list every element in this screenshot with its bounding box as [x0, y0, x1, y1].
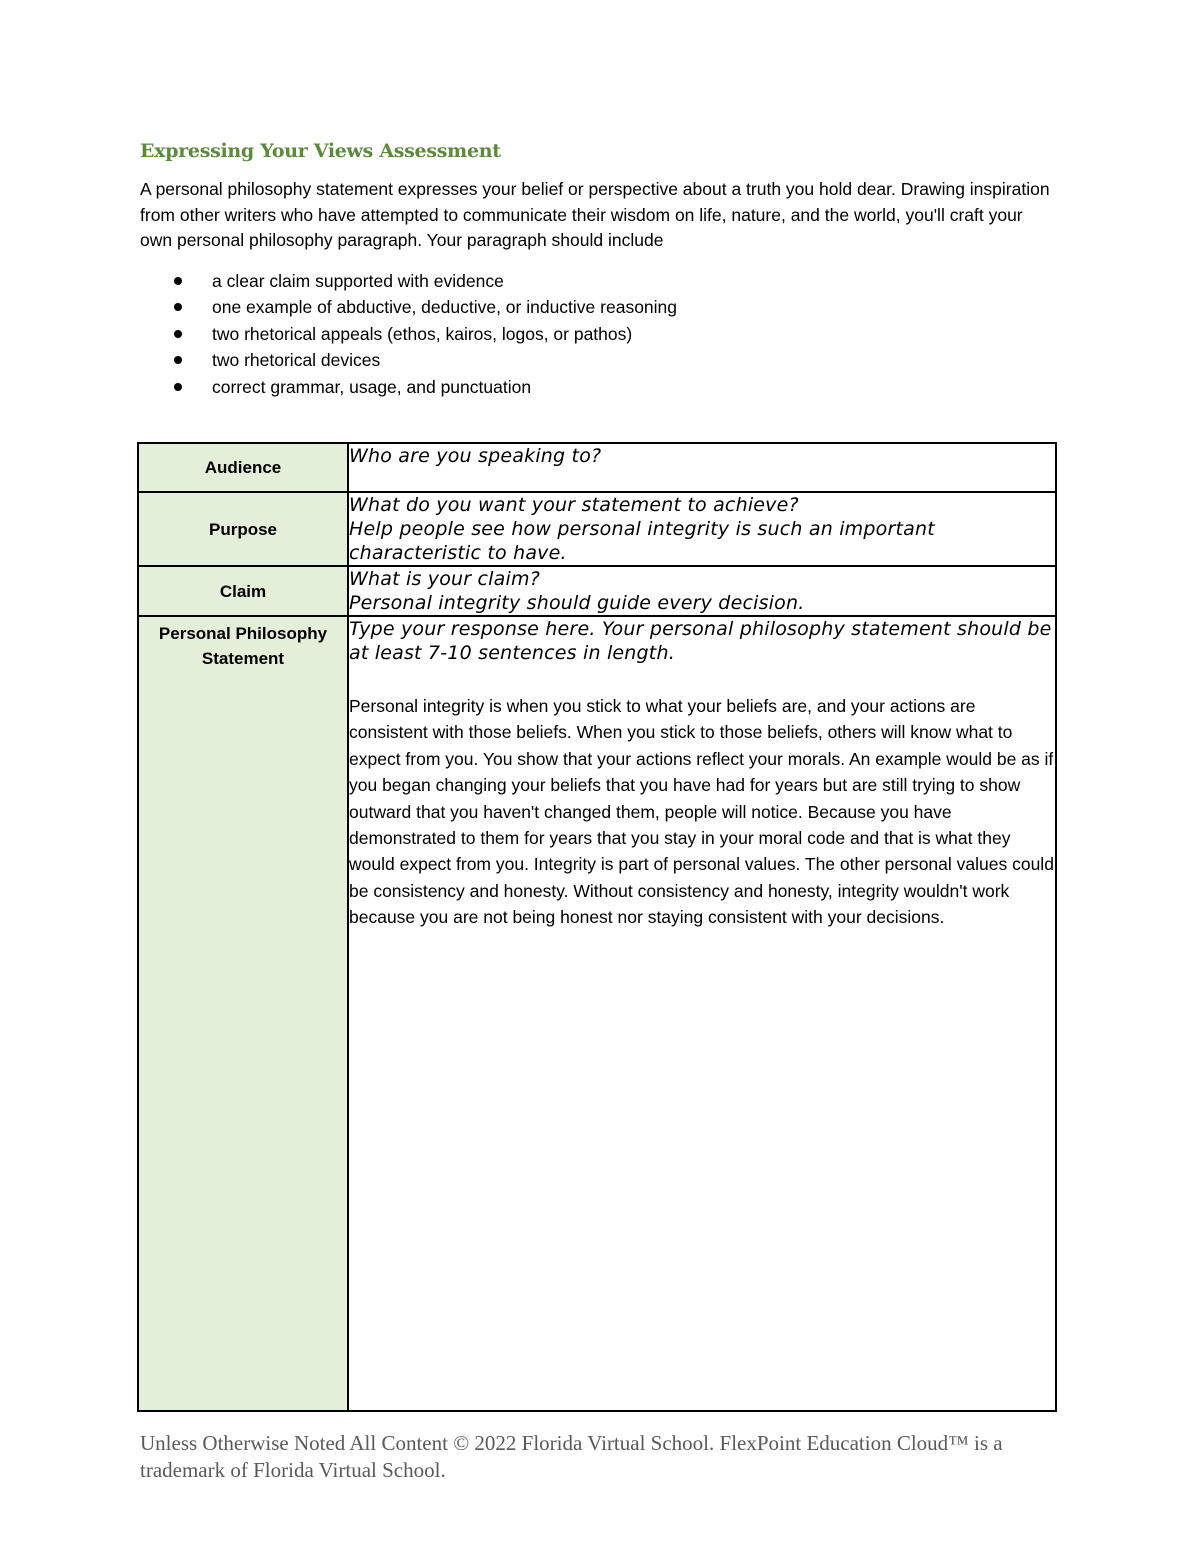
copyright-footer: Unless Otherwise Noted All Content © 2022 Florida Virtual School. FlexPoint Education Cloud™ is a trademark of Florida Virtual School. [140, 1431, 1003, 1482]
list-item: correct grammar, usage, and punctuation [140, 374, 1058, 401]
claim-answer: Personal integrity should guide every decision. [349, 592, 805, 614]
list-item: one example of abductive, deductive, or inductive reasoning [140, 294, 1058, 321]
list-item: a clear claim supported with evidence [140, 268, 1058, 295]
table-row-audience [138, 443, 1056, 492]
purpose-answer: Help people see how personal integrity is such an important characteristic to have. [349, 518, 935, 564]
statement-answer[interactable]: Personal integrity is when you stick to what your beliefs are, and your actions are consistent with those beliefs. When you stick to those beliefs, others will know what to expect from you. You show that your actions reflect your morals. An example would be as if you began changing your beliefs that you have had for years but are still trying to show outward that you haven't changed them, people will notice. Because you have demonstrated to them for years that you stay in your moral code and that is what they would expect from you. Integrity is part of personal values. The other personal values could be consistency and honesty. Without consistency and honesty, integrity wouldn't work because you are not being honest nor staying consistent with your decisions. [349, 696, 1054, 928]
claim-label: Claim [138, 566, 348, 616]
statement-cell[interactable] [348, 616, 1056, 1411]
table-row-statement [138, 616, 1056, 1411]
intro-paragraph: A personal philosophy statement expresses your belief or perspective about a truth you hold dear. Drawing inspiration from other writers who have attempted to communicate their wisdom on life, nature, and the world, you'll craft your own personal philosophy paragraph. Your paragraph should include [140, 179, 1050, 250]
purpose-cell[interactable] [348, 492, 1056, 566]
requirements-list [140, 268, 1058, 401]
bullet-icon [174, 277, 182, 285]
bullet-icon [174, 356, 182, 364]
statement-label: Personal Philosophy Statement [138, 616, 348, 1411]
purpose-prompt: What do you want your statement to achieve? [349, 494, 799, 516]
list-item: two rhetorical appeals (ethos, kairos, logos, or pathos) [140, 321, 1058, 348]
assessment-table [137, 442, 1057, 1412]
audience-cell[interactable] [348, 443, 1056, 492]
table-row-purpose [138, 492, 1056, 566]
claim-prompt: What is your claim? [349, 568, 540, 590]
document-body [140, 140, 1058, 400]
claim-cell[interactable] [348, 566, 1056, 616]
page-title: Expressing Your Views Assessment [140, 140, 501, 162]
purpose-label: Purpose [138, 492, 348, 566]
list-item: two rhetorical devices [140, 347, 1058, 374]
statement-prompt: Type your response here. Your personal philosophy statement should be at least 7-10 sentences in length. [349, 618, 1052, 664]
audience-prompt: Who are you speaking to? [349, 445, 602, 467]
table-row-claim [138, 566, 1056, 616]
bullet-icon [174, 330, 182, 338]
bullet-icon [174, 383, 182, 391]
audience-label: Audience [138, 443, 348, 492]
bullet-icon [174, 303, 182, 311]
